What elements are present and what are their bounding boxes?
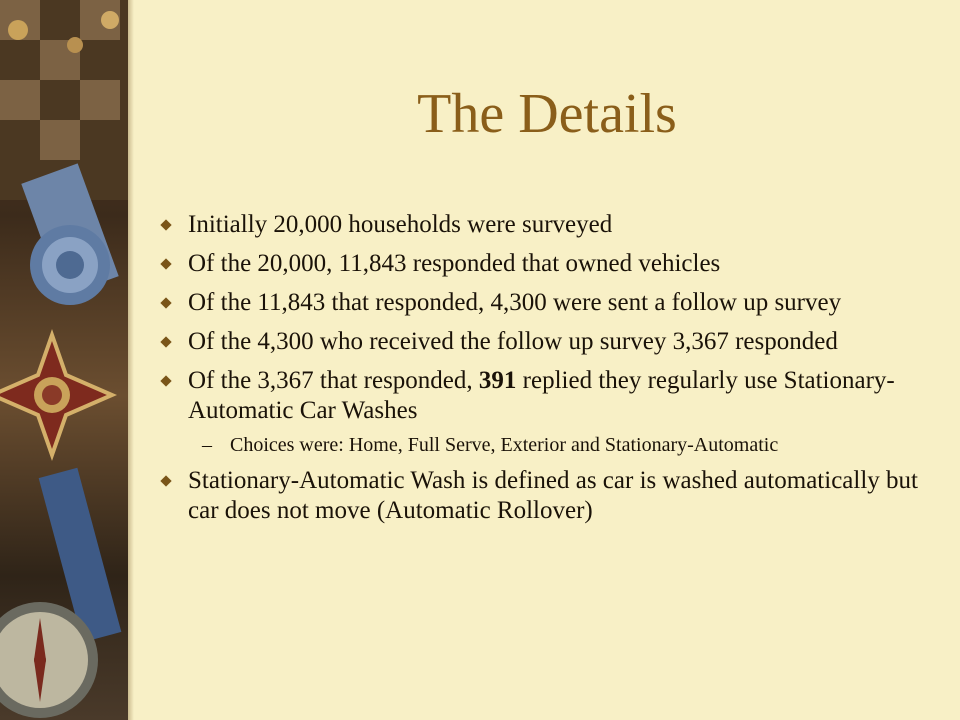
bullet-item	[160, 466, 940, 526]
bullet-text: Of the 20,000, 11,843 responded that owned vehicles	[188, 250, 721, 277]
bullet-text: Of the 11,843 that responded, 4,300 were sent a follow up survey	[188, 289, 842, 316]
sub-bullet-dash: –	[202, 434, 212, 456]
bullet-text: Initially 20,000 households were surveyed	[188, 211, 613, 238]
diamond-bullet-icon	[160, 375, 171, 386]
bullet-item	[160, 327, 940, 357]
diamond-bullet-icon	[160, 219, 171, 230]
bullet-text: Stationary-Automatic Wash is defined as car is washed automatically but car does not move (Automatic Rollover)	[188, 467, 918, 524]
diamond-bullet-icon	[160, 258, 171, 269]
bullet-bold-number: 391	[478, 367, 517, 394]
bullet-text-after: replied they regularly use Stationary-Automatic Car Washes	[188, 367, 895, 424]
bullet-item	[160, 210, 940, 240]
diamond-bullet-icon	[160, 297, 171, 308]
diamond-bullet-icon	[160, 475, 171, 486]
medal-and-compass-photo-icon	[0, 0, 128, 720]
bullet-text-before: Of the 3,367 that responded,	[188, 367, 479, 394]
bullet-item	[160, 249, 940, 279]
sub-bullet-text: Choices were: Home, Full Serve, Exterior and Stationary-Automatic	[230, 434, 779, 456]
diamond-bullet-icon	[160, 336, 171, 347]
bullet-text: Of the 4,300 who received the follow up survey 3,367 responded	[188, 328, 838, 355]
bullet-item	[160, 288, 940, 318]
sub-bullet-item	[160, 433, 940, 458]
decorative-photo-strip	[0, 0, 128, 720]
slide-title: The Details	[417, 83, 677, 145]
bullet-item	[160, 366, 940, 426]
bullet-list	[160, 210, 940, 535]
